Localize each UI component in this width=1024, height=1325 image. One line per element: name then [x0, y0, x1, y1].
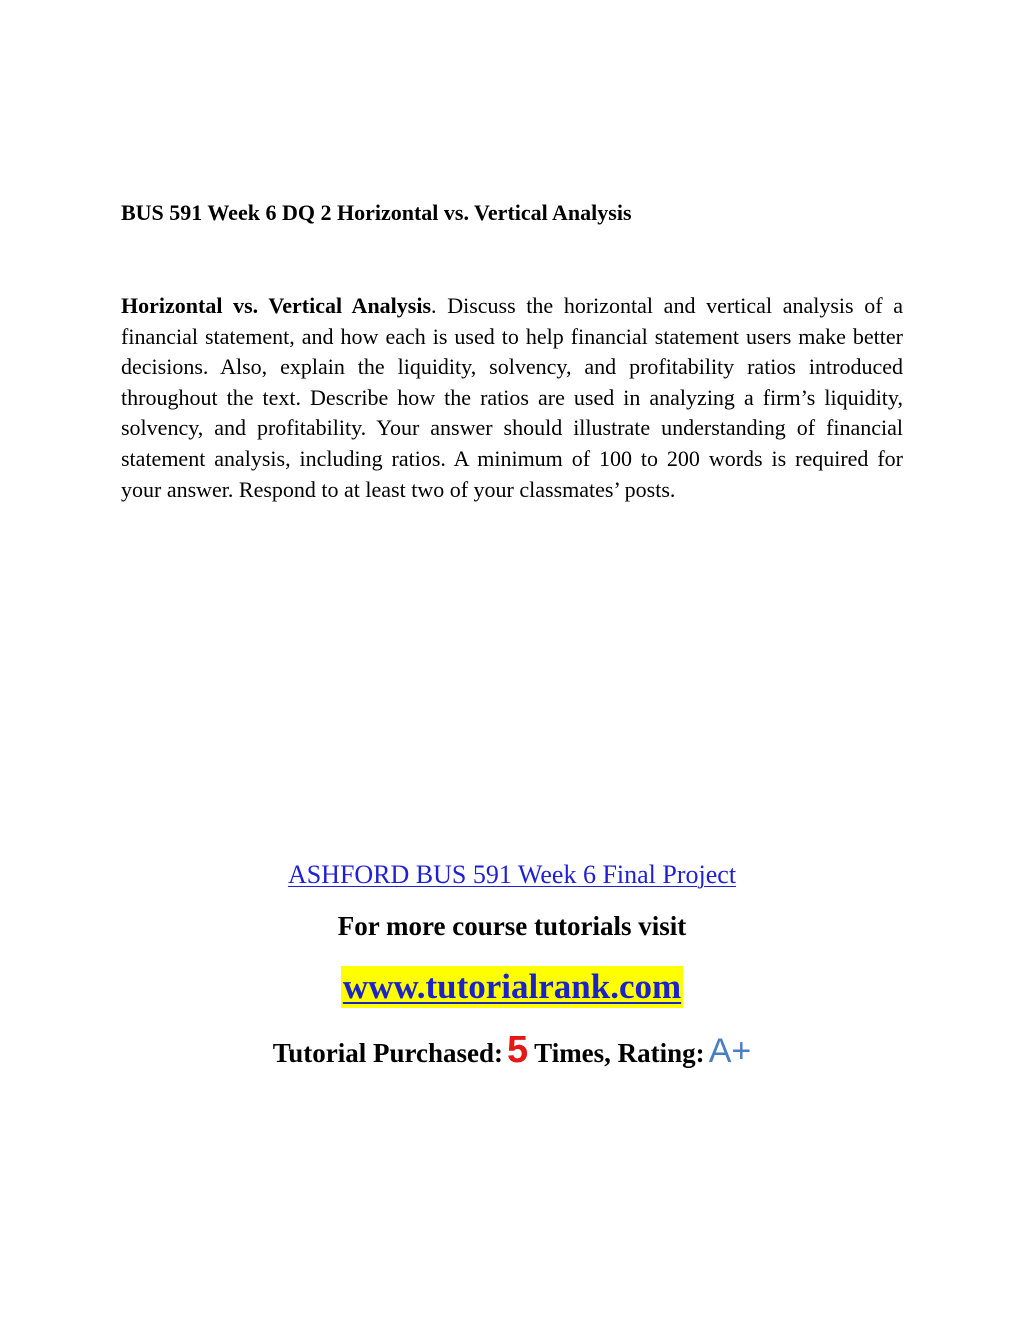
discussion-question: [121, 291, 903, 505]
purchased-label: Tutorial Purchased:: [272, 1038, 504, 1068]
visit-text: For more course tutorials visit: [337, 911, 687, 941]
tutorial-site-link[interactable]: www.tutorialrank.com: [342, 967, 682, 1006]
question-body: . Discuss the horizontal and vertical analysis of a financial statement, and how each is used to help financial statement users make better decisions. Also, explain the liquidity, solvency, and profitability ratios introduced throughout the text. Describe how the ratios are used in analyzing a firm’s liquidity, solvency, and profitability. Your answer should illustrate understanding of financial statement analysis, including ratios. A minimum of 100 to 200 words is required for your answer. Respond to at least two of your classmates’ posts.: [121, 293, 903, 502]
rating-value: A+: [708, 1032, 752, 1070]
promo-section: [0, 858, 1024, 1075]
rating-label: Times, Rating:: [534, 1038, 705, 1068]
question-lead: Horizontal vs. Vertical Analysis: [121, 293, 432, 318]
document-title: BUS 591 Week 6 DQ 2 Horizontal vs. Vertical Analysis: [121, 200, 632, 225]
purchased-count: 5: [507, 1029, 529, 1071]
final-project-link[interactable]: ASHFORD BUS 591 Week 6 Final Project: [287, 860, 737, 889]
purchase-stats: [0, 1028, 1024, 1075]
